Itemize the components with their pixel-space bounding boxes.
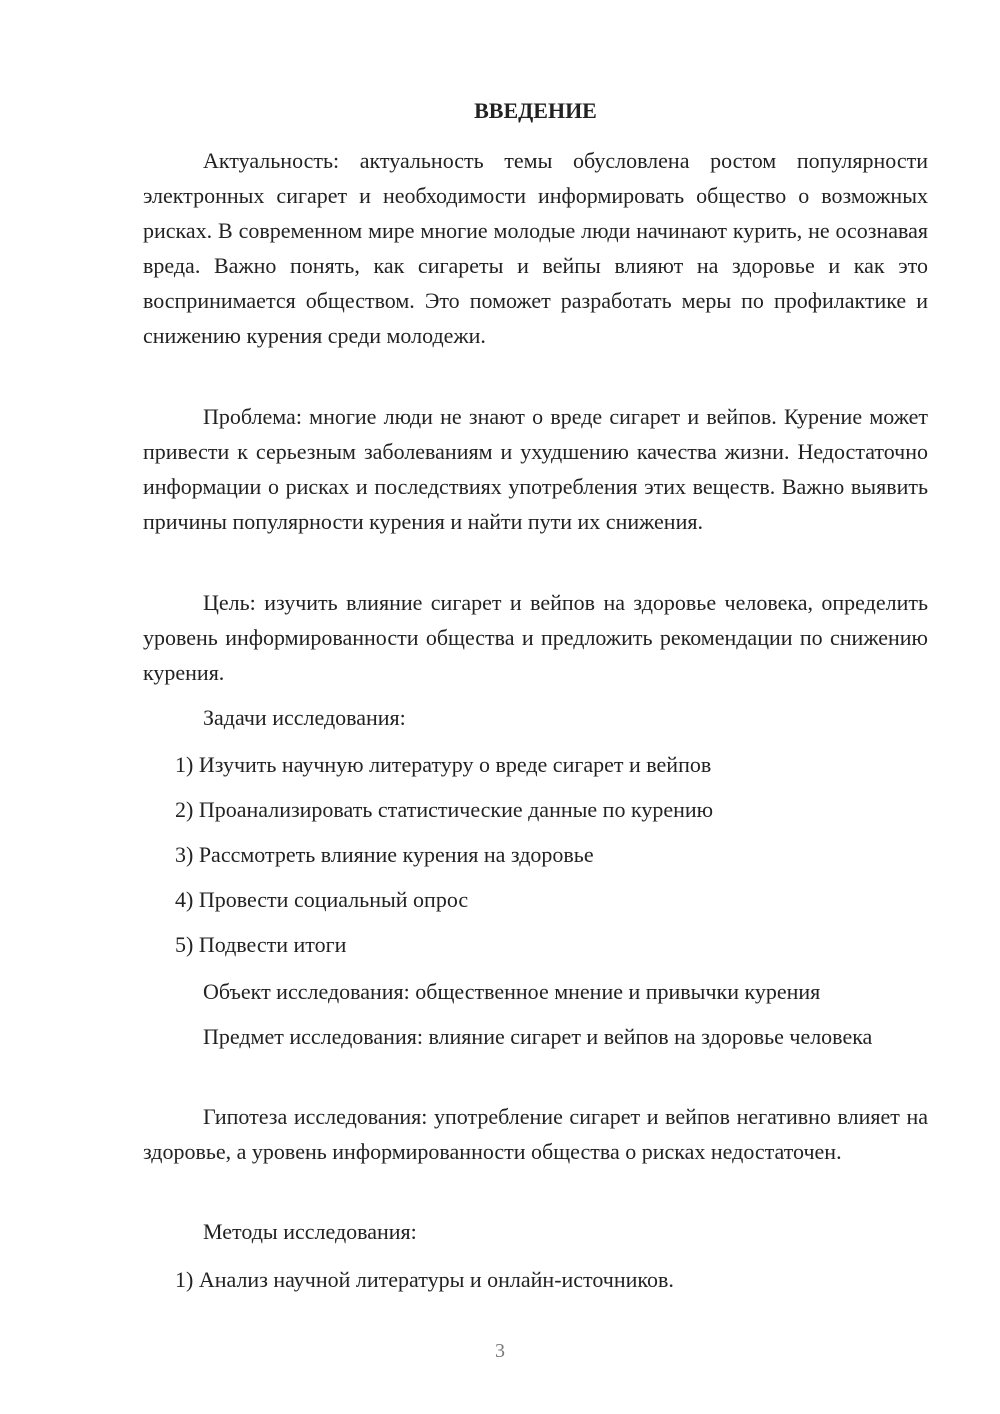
page-title: ВВЕДЕНИЕ (474, 98, 597, 123)
methods-heading: Методы исследования: (203, 1219, 417, 1244)
task-item: 2) Проанализировать статистические данные по курению (175, 797, 714, 822)
method-item: 1) Анализ научной литературы и онлайн-источников. (175, 1267, 674, 1292)
tasks-heading: Задачи исследования: (203, 705, 406, 730)
hypothesis-paragraph: Гипотеза исследования: употребление сигарет и вейпов негативно влияет на здоровье, а уровень информированности общества о рисках недостаточен. (143, 1104, 928, 1164)
task-item: 4) Провести социальный опрос (175, 887, 469, 912)
goal-paragraph: Цель: изучить влияние сигарет и вейпов на здоровье человека, определить уровень информированности общества и предложить рекомендации по снижению курения. (143, 590, 928, 685)
task-item: 1) Изучить научную литературу о вреде сигарет и вейпов (175, 752, 712, 777)
task-item: 5) Подвести итоги (175, 932, 347, 957)
task-item: 3) Рассмотреть влияние курения на здоровье (175, 842, 594, 867)
subject-paragraph: Предмет исследования: влияние сигарет и вейпов на здоровье человека (203, 1024, 873, 1049)
problem-paragraph: Проблема: многие люди не знают о вреде сигарет и вейпов. Курение может привести к серьезным заболеваниям и ухудшению качества жизни. Недостаточно информации о рисках и последствиях употребления этих веществ. Важно выявить причины популярности курения и найти пути их снижения. (143, 404, 928, 534)
relevance-paragraph: Актуальность: актуальность темы обусловлена ростом популярности электронных сигарет и необходимости информировать общество о возможных рисках. В современном мире многие молодые люди начинают курить, не осознавая вреда. Важно понять, как сигареты и вейпы влияют на здоровье и как это воспринимается обществом. Это поможет разработать меры по профилактике и снижению курения среди молодежи. (143, 148, 928, 348)
page-number: 3 (495, 1340, 505, 1362)
object-paragraph: Объект исследования: общественное мнение и привычки курения (203, 979, 821, 1004)
